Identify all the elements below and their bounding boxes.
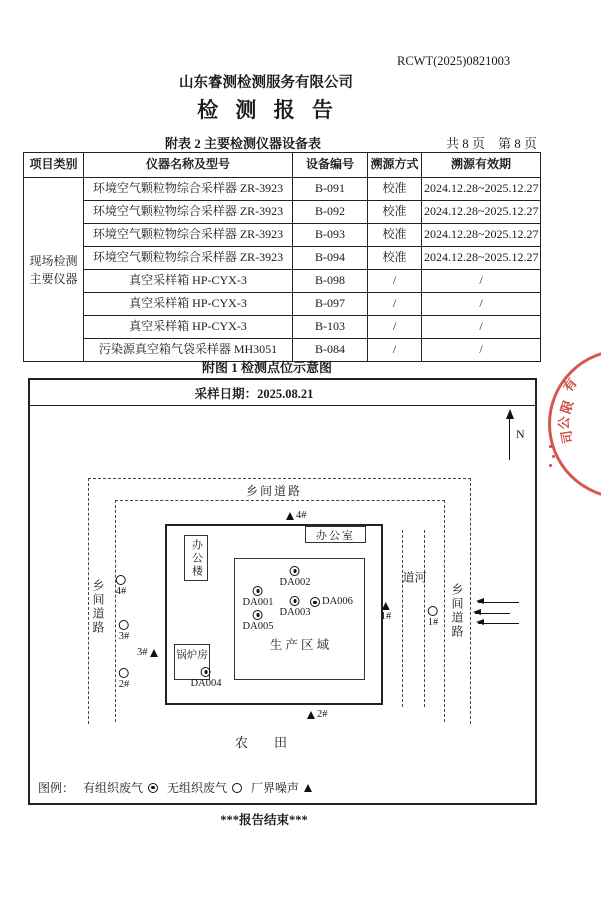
noise-icon xyxy=(150,649,158,657)
marker-noise-1 xyxy=(381,602,392,623)
marker-DA006 xyxy=(310,597,353,608)
cell-instrument-name: 真空采样箱 HP-CYX-3 xyxy=(84,316,293,339)
page-title: 检 测 报 告 xyxy=(197,98,339,122)
cell-instrument-name: 真空采样箱 HP-CYX-3 xyxy=(84,270,293,293)
point-label: DA002 xyxy=(279,577,311,588)
seal-ring xyxy=(548,349,601,499)
cell-instrument-name: 环境空气颗粒物综合采样器 ZR-3923 xyxy=(84,224,293,247)
marker-fugitive-3 xyxy=(119,620,130,643)
office-room xyxy=(305,526,366,543)
table-row xyxy=(24,316,541,339)
organized-gas-icon xyxy=(290,566,300,576)
point-label: DA003 xyxy=(279,607,311,618)
cell-instrument-name: 环境空气颗粒物综合采样器 ZR-3923 xyxy=(84,178,293,201)
cell-trace-method: 校准 xyxy=(368,178,422,201)
col-header-trace-method: 溯源方式 xyxy=(368,153,422,178)
cell-device-no: B-092 xyxy=(293,201,368,224)
seal-dot xyxy=(549,445,552,448)
point-label: 2# xyxy=(118,679,130,690)
road-label-top: 乡间道路 xyxy=(245,484,303,498)
seal-char: 限 xyxy=(557,398,577,416)
cell-instrument-name: 环境空气颗粒物综合采样器 ZR-3923 xyxy=(84,247,293,270)
road-label-right: 乡间道路 xyxy=(450,583,464,639)
page-count: 共 8 页 第 8 页 xyxy=(445,136,537,151)
fugitive-gas-icon xyxy=(428,606,438,616)
legend-item-organized xyxy=(83,779,158,796)
cell-validity: 2024.12.28~2025.12.27 xyxy=(422,201,541,224)
site-diagram xyxy=(28,378,537,805)
fugitive-gas-icon xyxy=(119,668,129,678)
cell-trace-method: / xyxy=(368,316,422,339)
marker-fugitive-4 xyxy=(116,575,127,598)
north-arrow-icon xyxy=(509,418,510,460)
table-row xyxy=(24,224,541,247)
cell-trace-method: / xyxy=(368,339,422,362)
marker-fugitive-1 xyxy=(428,606,439,629)
point-label: 3# xyxy=(137,647,148,658)
sampling-date: 采样日期：2025.08.21 xyxy=(194,387,314,401)
point-label: 3# xyxy=(118,631,130,642)
organized-gas-icon xyxy=(310,597,320,607)
river-label: 河道 xyxy=(401,571,427,599)
table-row xyxy=(24,247,541,270)
legend-item-fugitive xyxy=(167,779,242,796)
noise-icon xyxy=(304,784,312,792)
table-row xyxy=(24,201,541,224)
category-line: 主要仪器 xyxy=(29,271,78,286)
organized-gas-icon xyxy=(148,783,158,793)
cell-trace-method: 校准 xyxy=(368,247,422,270)
cell-device-no: B-084 xyxy=(293,339,368,362)
cell-device-no: B-098 xyxy=(293,270,368,293)
point-label: 2# xyxy=(317,709,328,720)
office-room-label: 办公室 xyxy=(316,529,355,542)
cell-device-no: B-097 xyxy=(293,293,368,316)
marker-noise-2 xyxy=(307,710,328,721)
figure-caption: 附图 1 检测点位示意图 xyxy=(201,360,333,375)
marker-DA003 xyxy=(280,596,311,619)
left-arrow-icon xyxy=(475,613,510,614)
office-building xyxy=(184,535,208,581)
point-label: DA005 xyxy=(242,621,274,632)
company-seal-stamp xyxy=(548,349,601,505)
report-number: RCWT(2025)0821003 xyxy=(397,54,511,68)
cell-validity: / xyxy=(422,339,541,362)
point-label: 1# xyxy=(380,611,392,622)
farmland-label: 农田 xyxy=(235,735,314,750)
cell-validity: / xyxy=(422,270,541,293)
end-note: ***报告结束*** xyxy=(220,813,308,827)
legend-item-noise xyxy=(251,779,312,796)
noise-icon xyxy=(286,512,294,520)
point-label: DA004 xyxy=(190,678,222,689)
north-label: N xyxy=(516,427,525,441)
legend-label: 无组织废气 xyxy=(167,781,228,795)
cell-validity: 2024.12.28~2025.12.27 xyxy=(422,247,541,270)
cell-trace-method: / xyxy=(368,293,422,316)
col-header-category: 项目类别 xyxy=(24,153,84,178)
point-label: 1# xyxy=(427,617,439,628)
seal-char: 公 xyxy=(556,415,572,431)
col-header-device-no: 设备编号 xyxy=(293,153,368,178)
cell-trace-method: 校准 xyxy=(368,224,422,247)
col-header-instrument: 仪器名称及型号 xyxy=(84,153,293,178)
marker-noise-4 xyxy=(286,511,307,522)
cell-validity: 2024.12.28~2025.12.27 xyxy=(422,178,541,201)
cell-instrument-name: 污染源真空箱气袋采样器 MH3051 xyxy=(84,339,293,362)
boiler-room-label: 锅炉房 xyxy=(176,650,208,661)
cell-category xyxy=(24,178,84,362)
cell-device-no: B-093 xyxy=(293,224,368,247)
north-arrow-head-icon xyxy=(506,409,514,419)
noise-icon xyxy=(382,602,390,610)
marker-noise-3 xyxy=(137,648,158,659)
cell-device-no: B-091 xyxy=(293,178,368,201)
fugitive-gas-icon xyxy=(232,783,242,793)
cell-validity: 2024.12.28~2025.12.27 xyxy=(422,224,541,247)
table-header-row xyxy=(24,153,541,178)
marker-fugitive-2 xyxy=(119,668,130,691)
table-row xyxy=(24,293,541,316)
point-label: DA001 xyxy=(242,597,274,608)
organized-gas-icon xyxy=(201,667,211,677)
table-row xyxy=(24,270,541,293)
category-line: 现场检测 xyxy=(29,253,78,268)
cell-instrument-name: 真空采样箱 HP-CYX-3 xyxy=(84,293,293,316)
table-row xyxy=(24,178,541,201)
seal-char: 有 xyxy=(560,375,580,395)
figure-legend xyxy=(38,779,312,796)
table-caption: 附表 2 主要检测仪器设备表 xyxy=(165,136,322,151)
seal-dot xyxy=(549,464,552,467)
legend-title: 图例： xyxy=(38,781,75,795)
cell-trace-method: 校准 xyxy=(368,201,422,224)
seal-dot xyxy=(552,455,555,458)
left-arrow-icon xyxy=(478,602,519,603)
road-label-left: 乡间道路 xyxy=(91,579,105,635)
seal-char: 司 xyxy=(558,429,576,445)
left-arrow-icon xyxy=(478,623,519,624)
cell-instrument-name: 环境空气颗粒物综合采样器 ZR-3923 xyxy=(84,201,293,224)
cell-device-no: B-103 xyxy=(293,316,368,339)
legend-label: 厂界噪声 xyxy=(251,781,300,795)
sampling-date-row xyxy=(30,380,535,406)
point-label: 4# xyxy=(115,586,127,597)
office-building-label: 办公楼 xyxy=(190,538,203,578)
col-header-validity: 溯源有效期 xyxy=(422,153,541,178)
marker-DA001 xyxy=(243,586,274,609)
fugitive-gas-icon xyxy=(116,575,126,585)
marker-DA002 xyxy=(280,566,311,589)
organized-gas-icon xyxy=(253,586,263,596)
point-label: DA006 xyxy=(322,596,353,607)
cell-device-no: B-094 xyxy=(293,247,368,270)
production-area-label: 生 产 区 域 xyxy=(269,638,330,652)
legend-label: 有组织废气 xyxy=(83,781,144,795)
fugitive-gas-icon xyxy=(119,620,129,630)
cell-validity: / xyxy=(422,316,541,339)
instrument-table xyxy=(23,152,541,362)
company-name: 山东睿测检测服务有限公司 xyxy=(179,75,353,91)
organized-gas-icon xyxy=(253,610,263,620)
marker-DA004 xyxy=(191,667,222,690)
cell-trace-method: / xyxy=(368,270,422,293)
cell-validity: / xyxy=(422,293,541,316)
marker-DA005 xyxy=(243,610,274,633)
point-label: 4# xyxy=(296,510,307,521)
organized-gas-icon xyxy=(290,596,300,606)
noise-icon xyxy=(307,711,315,719)
